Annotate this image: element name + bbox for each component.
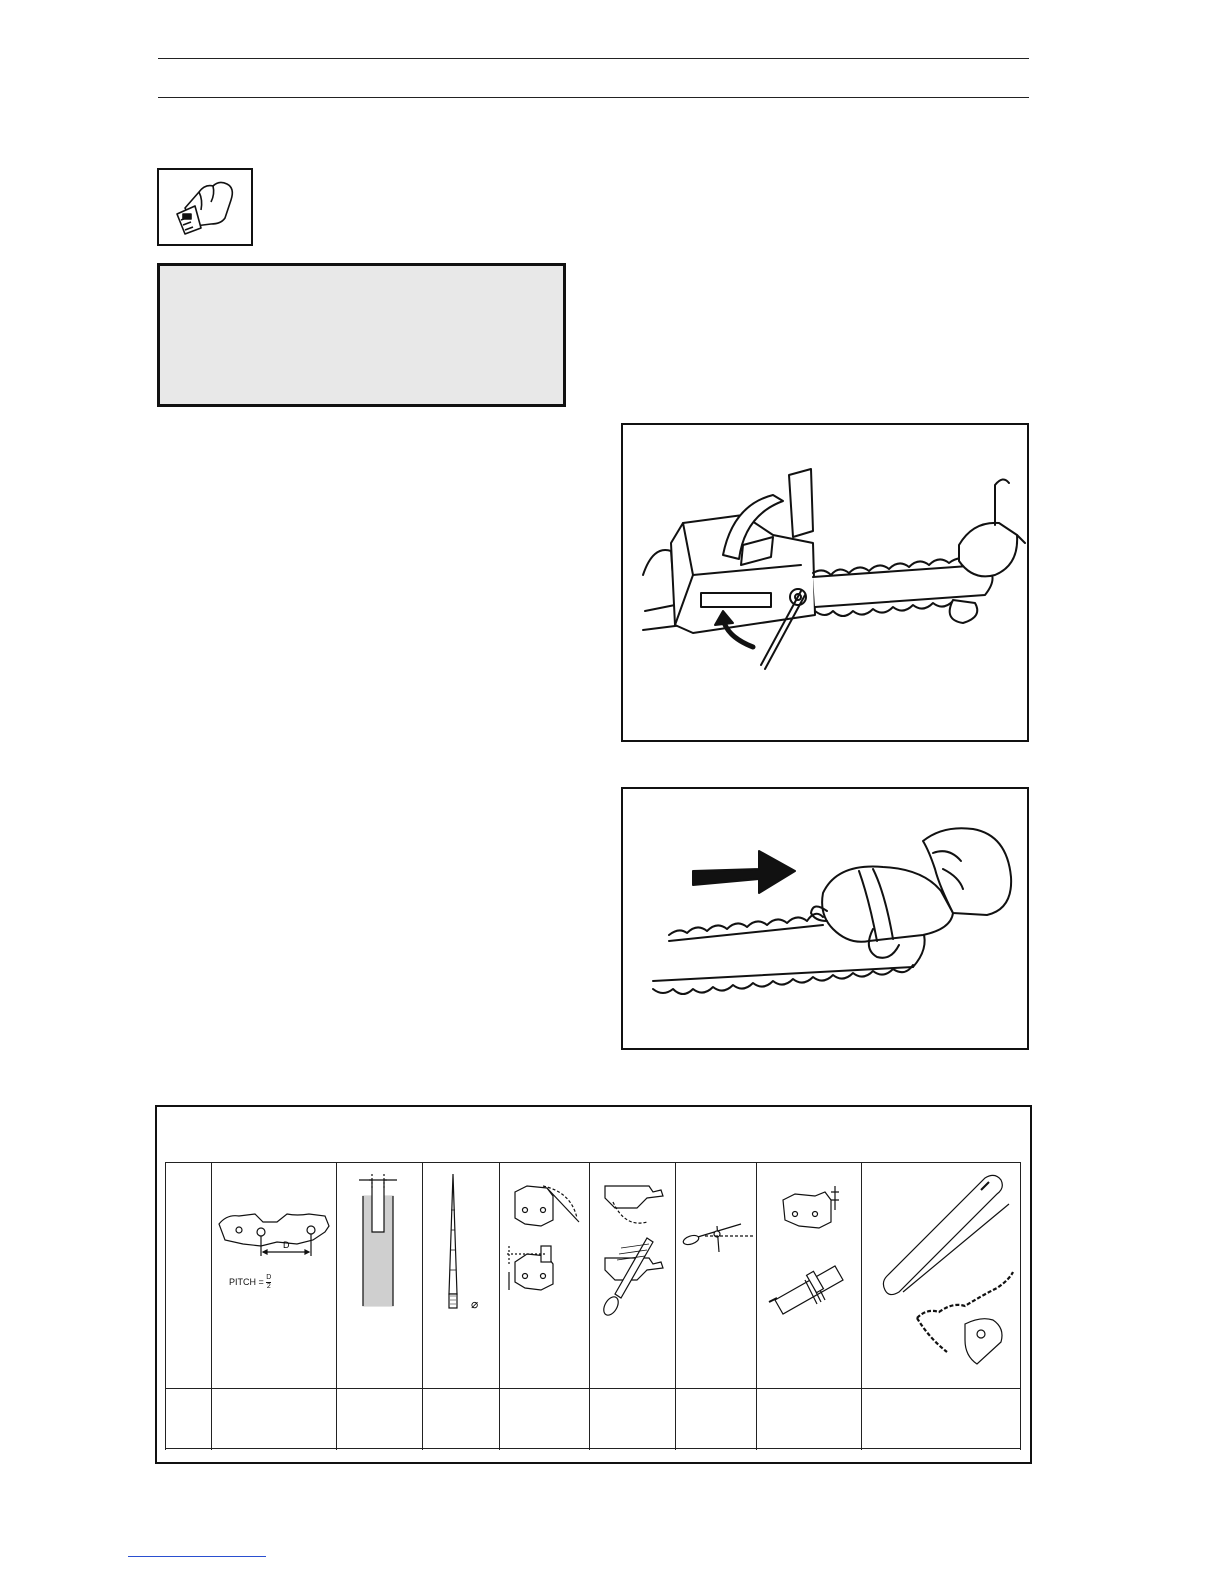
glove-pulling-chain-illustration [623,789,1027,1048]
header-rule-bottom [158,97,1029,98]
file-guide-cell [679,1212,755,1277]
chain-tensioning-figure [621,423,1029,742]
depth-gauge-tool-icon [765,1170,857,1320]
bar-and-chain-icon [869,1168,1019,1368]
equipment-grid [165,1162,1020,1450]
grid-rule [499,1162,500,1450]
grid-rule [861,1162,862,1450]
depth-gauge-cell [765,1170,857,1325]
file-diameter-symbol: ⌀ [471,1297,479,1311]
pitch-dimension-label: D [283,1240,290,1250]
warning-box [157,263,566,407]
grid-rule [675,1162,676,1450]
drive-link-gauge-icon [355,1170,403,1310]
grid-rule [1020,1162,1021,1450]
pitch-formula-denominator: 2 [266,1283,271,1290]
file-guide-icon [679,1212,755,1272]
grid-rule [336,1162,337,1450]
bar-and-chain-cell [869,1168,1019,1373]
sharpening-equipment-table [155,1105,1032,1464]
pitch-formula-numerator: D [266,1274,272,1281]
grid-rule [165,1388,1020,1389]
grid-rule [756,1162,757,1450]
pitch-formula-prefix: PITCH = [229,1276,264,1287]
file-holder-cell [597,1178,673,1323]
direction-arrow-icon [693,851,795,893]
grid-rule [165,1162,1020,1163]
file-holder-icon [597,1178,673,1318]
cutter-angle-diagram-icon [507,1172,587,1302]
footer-link-underline[interactable] [128,1556,266,1557]
protective-glove-icon [157,168,253,246]
grid-rule [165,1162,166,1450]
grid-rule [211,1162,212,1450]
chainsaw-tensioning-illustration [623,425,1027,740]
grid-rule [422,1162,423,1450]
chain-pitch-diagram-icon [217,1192,333,1272]
cutter-angle-cell [507,1172,587,1307]
grid-rule [165,1448,1020,1449]
chain-check-figure [621,787,1029,1050]
drive-link-cell [355,1170,403,1315]
round-file-icon [441,1170,491,1320]
pitch-formula [229,1274,271,1291]
round-file-cell [441,1170,491,1325]
chain-pitch-cell [217,1192,333,1302]
header-rule-top [158,58,1029,59]
grid-rule [589,1162,590,1450]
